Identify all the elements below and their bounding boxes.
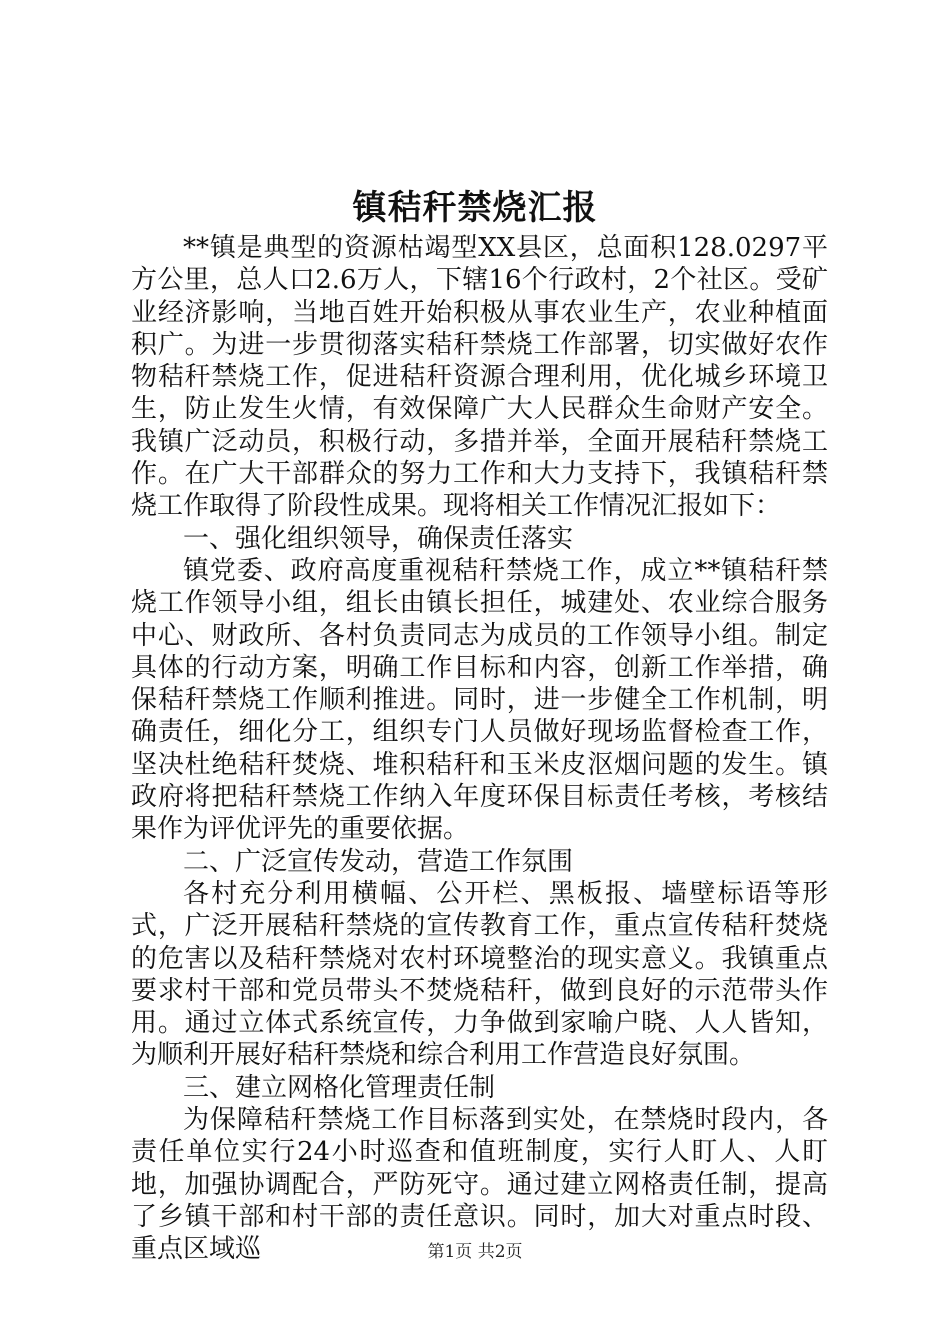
intro-paragraph: **镇是典型的资源枯竭型XX县区，总面积128.0297平方公里，总人口2.6万人，下辖16个行政村，2个社区。受矿业经济影响，当地百姓开始积极从事农业生产，农业种植面积广。为进一步贯彻落实秸秆禁烧工作部署，切实做好农作物秸秆禁烧工作，促进秸秆资源合理利用，优化城乡环境卫生，防止发生火情，有效保障广大人民群众生命财产安全。我镇广泛动员，积极行动，多措并举，全面开展秸秆禁烧工作。在广大干部群众的努力工作和大力支持下，我镇秸秆禁烧工作取得了阶段性成果。现将相关工作情况汇报如下： [131, 233, 828, 522]
section-paragraph-2: 各村充分利用横幅、公开栏、黑板报、墙壁标语等形式，广泛开展秸秆禁烧的宣传教育工作，重点宣传秸秆焚烧的危害以及秸秆禁烧对农村环境整治的现实意义。我镇重点要求村干部和党员带头不焚烧秸秆，做到良好的示范带头作用。通过立体式系统宣传，力争做到家喻户晓、人人皆知，为顺利开展好秸秆禁烧和综合利用工作营造良好氛围。 [131, 878, 828, 1071]
document-body [131, 232, 828, 1266]
page-number-footer: 第1页 共2页 [427, 1242, 523, 1262]
section-heading-2: 二、广泛宣传发动，营造工作氛围 [183, 846, 574, 877]
document-title: 镇秸秆禁烧汇报 [352, 188, 598, 228]
section-paragraph-1: 镇党委、政府高度重视秸秆禁烧工作，成立**镇秸秆禁烧工作领导小组，组长由镇长担任，城建处、农业综合服务中心、财政所、各村负责同志为成员的工作领导小组。制定具体的行动方案，明确工作目标和内容，创新工作举措，确保秸秆禁烧工作顺利推进。同时，进一步健全工作机制，明确责任，细化分工，组织专门人员做好现场监督检查工作，坚决杜绝秸秆焚烧、堆积秸秆和玉米皮沤烟问题的发生。镇政府将把秸秆禁烧工作纳入年度环保目标责任考核，考核结果作为评优评先的重要依据。 [131, 555, 828, 845]
section-paragraph-3: 为保障秸秆禁烧工作目标落到实处，在禁烧时段内，各责任单位实行24小时巡查和值班制度，实行人盯人、人盯地，加强协调配合，严防死守。通过建立网格责任制，提高了乡镇干部和村干部的责任意识。同时，加大对重点时段、重点区域巡 [131, 1105, 828, 1265]
section-heading-1: 一、强化组织领导，确保责任落实 [183, 523, 574, 554]
section-heading-3: 三、建立网格化管理责任制 [183, 1072, 496, 1103]
